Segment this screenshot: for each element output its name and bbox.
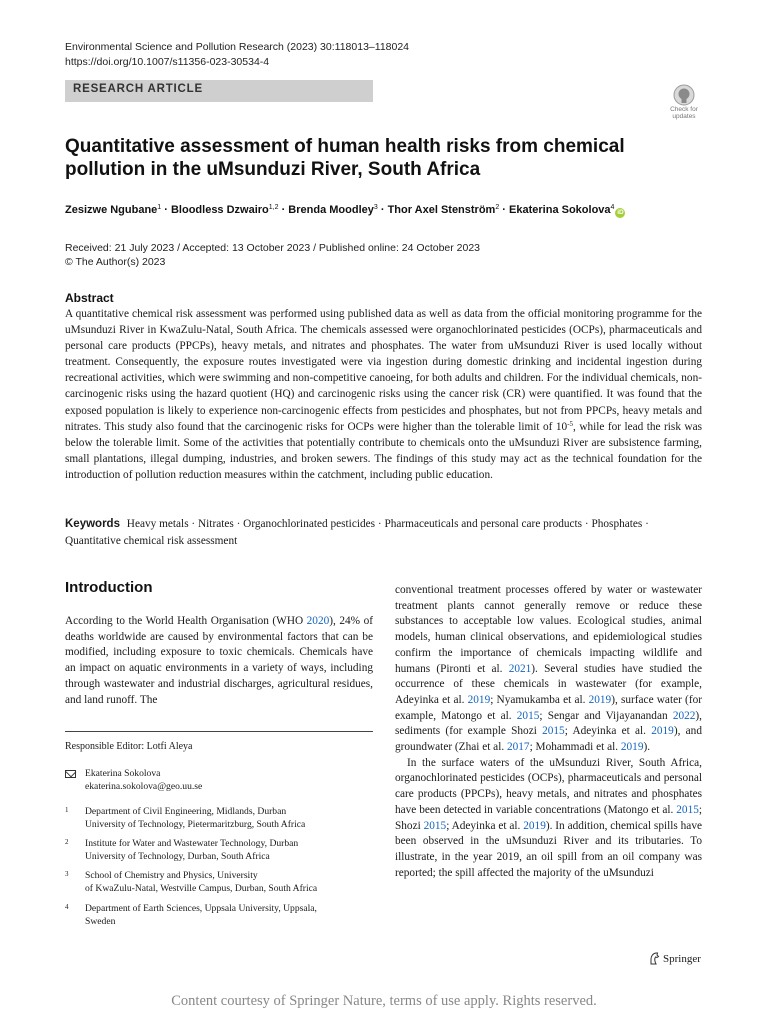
affiliation [65, 870, 365, 895]
citation-link[interactable]: 2019 [620, 741, 644, 754]
citation-link[interactable]: 2015 [516, 709, 540, 722]
orcid-icon[interactable]: iD [617, 209, 624, 216]
journal-header [65, 40, 409, 70]
abstract-heading: Abstract [65, 291, 114, 305]
responsible-editor: Responsible Editor: Lotfi Aleya [65, 741, 193, 752]
citation-link[interactable]: 2020 [306, 615, 330, 627]
author-affiliation: 1 [157, 204, 162, 211]
keywords-text: Heavy metals · Nitrates · Organochlorinated pesticides · Pharmaceuticals and personal care products · Phosphates · Quantitative chemical risk assessment [65, 518, 649, 547]
corresponding-name: Ekaterina Sokolova [85, 768, 161, 779]
keywords [65, 516, 702, 549]
check-updates-line1: Check for [670, 106, 698, 113]
article-title: Quantitative assessment of human health risks from chemical pollution in the uMsunduzi River, South Africa [65, 136, 625, 180]
citation-link[interactable]: 2017 [506, 741, 530, 754]
author-name[interactable]: Thor Axel Stenström [387, 204, 496, 216]
body-column-right [395, 583, 702, 881]
check-for-updates-badge[interactable] [666, 84, 702, 124]
check-updates-line2: updates [672, 113, 696, 120]
affiliation [65, 903, 365, 928]
keywords-label: Keywords [65, 518, 120, 530]
affiliation-line: University of Technology, Durban, South Africa [85, 850, 270, 862]
citation-link[interactable]: 2021 [508, 662, 532, 675]
copyright: © The Author(s) 2023 [65, 256, 166, 268]
author-list: Zesizwe Ngubane$^1$ · Bloodless Dzwairo$^{1,2}$ · Brenda Moodley$^3$ · Thor Axel Stenström$^2$ · Ekaterina Sokolova$^4$iD [65, 204, 624, 216]
publisher-logo [648, 952, 701, 965]
affiliation-line: University of Technology, Pietermaritzburg, South Africa [85, 818, 306, 830]
affiliation [65, 838, 365, 863]
affiliation-line: Department of Earth Sciences, Uppsala University, Uppsala, [85, 903, 317, 914]
abstract-text [65, 306, 702, 483]
abstract-part: A quantitative chemical risk assessment was performed using published data as well as data from the official monitoring programme for the uMsunduzi River in KwaZulu-Natal, South Africa. The chemicals assessed were organochlorinated pesticides (OCPs), pharmaceuticals and personal care products (PPCPs), heavy metals, and nitrates and phosphates. The water from uMsunduzi River is used locally without treatment. Consequently, the exposure routes investigated were via ingestion during domestic drinking and incidental ingestion during recreational activities, which were swimming and non-competitive canoeing, for both adults and children. For the individual chemicals, non-carcinogenic risks using the hazard quotient (HQ) and carcinogenic risks using the cancer risk (CR) were quantified. It was found that the exposed population is likely to experience non-carcinogenic effects from pesticides and phosphates, but not from PPCPs, heavy metals and nitrates. This study also found that the carcinogenic risks for OCPs were higher than the tolerable limit of 10 [65, 308, 702, 433]
affiliation-number: 3 [65, 870, 69, 878]
abstract-exponent: -5 [567, 419, 574, 428]
citation-link[interactable]: 2019 [467, 693, 491, 706]
affiliation [65, 806, 365, 831]
article-type: RESEARCH ARTICLE [73, 83, 203, 95]
body-column-left [65, 614, 373, 708]
abstract-part: , while for lead the risk was below the tolerable limit. Some of the activities that potentially contribute to chemicals onto the uMsunduzi River are subsistence farming, small plantations, illegal dumping, industries, and broken sewers. The findings of this study may act as the technical foundation for the introduction of pollution reduction measures within the catchment, including public education. [65, 420, 703, 481]
affiliation-number: 1 [65, 806, 69, 814]
affiliation-line: Sweden [85, 915, 116, 927]
corresponding-email[interactable]: ekaterina.sokolova@geo.uu.se [85, 780, 203, 792]
author-affiliation: 1,2 [268, 204, 279, 211]
introduction-heading: Introduction [65, 579, 153, 596]
springer-horse-icon [648, 952, 660, 965]
affiliation-line: School of Chemistry and Physics, University [85, 870, 258, 881]
author-name[interactable]: Zesizwe Ngubane [65, 204, 158, 216]
citation-link[interactable]: 2019 [651, 725, 674, 738]
doi-link[interactable]: https://doi.org/10.1007/s11356-023-30534-4 [65, 56, 270, 68]
publisher-name: Springer [663, 953, 701, 965]
date-history: Received: 21 July 2023 / Accepted: 13 October 2023 / Published online: 24 October 2023 [65, 242, 481, 254]
footnote-divider [65, 731, 373, 732]
affiliation-number: 4 [65, 903, 69, 911]
intro-paragraph: According to the World Health Organisation (WHO 2020), 24% of deaths worldwide are caused by environmental factors that can be modified, including exposure to toxic chemicals. Chemicals have an impact on aquatic environments in a variety of ways, including through wastewater and industrial discharges, agricultural residues, and land runoff. The [65, 615, 373, 706]
citation-link[interactable]: 2019 [523, 819, 546, 832]
publication-dates [65, 241, 480, 269]
citation-link[interactable]: 2022 [672, 709, 696, 722]
corresponding-author [65, 768, 373, 793]
author-name[interactable]: Ekaterina Sokolova [509, 204, 611, 216]
affiliation-line: Department of Civil Engineering, Midlands, Durban [85, 806, 287, 817]
intro-paragraph: conventional treatment processes offered by water or wastewater treatment plants cannot generally remove or reduce these substances to acceptable low values. Ecological studies, animal models, human clinical observations, and epidemiological studies confirm the importance of chemicals impacting wildlife and humans (Pironti et al. 2021). Several studies have studied the occurrence of these chemicals in wastewater (for example, Adeyinka et al. 2019; Nyamukamba et al. 2019), surface water (for example, Matongo et al. 2015; Sengar and Vijayanandan 2022), sediments (for example Shozi 2015; Adeyinka et al. 2019), and groundwater (Zhai et al. 2017; Mohammadi et al. 2019). [395, 584, 702, 754]
journal-citation: Environmental Science and Pollution Research (2023) 30:118013–118024 [65, 41, 410, 53]
check-updates-icon [673, 84, 695, 106]
author-affiliation: 3 [373, 204, 378, 211]
envelope-icon [65, 770, 76, 778]
affiliation-number: 2 [65, 838, 69, 846]
affiliation-line: Institute for Water and Wastewater Technology, Durban [85, 838, 299, 849]
author-name[interactable]: Bloodless Dzwairo [170, 204, 269, 216]
citation-link[interactable]: 2019 [588, 693, 612, 706]
author-name[interactable]: Brenda Moodley [288, 204, 374, 216]
courtesy-notice: Content courtesy of Springer Nature, terms of use apply. Rights reserved. [171, 993, 597, 1009]
intro-paragraph: In the surface waters of the uMsunduzi River, South Africa, organochlorinated pesticides (OCPs), pharmaceuticals and personal care products (PPCPs), heavy metals, and nitrates and phosphates have been detected in variable concentrations (Matongo et al. 2015; Shozi 2015; Adeyinka et al. 2019). In addition, chemical spills have been observed in the uMsunduzi River and its tributaries. To illustrate, in the year 2019, an oil spill from an oil company was reported; the spill affected the majority of the uMsunduzi [395, 756, 702, 879]
citation-link[interactable]: 2015 [676, 803, 699, 816]
author-affiliation: 2 [495, 204, 500, 211]
citation-link[interactable]: 2015 [423, 819, 447, 832]
citation-link[interactable]: 2015 [542, 725, 565, 738]
affiliation-line: of KwaZulu-Natal, Westville Campus, Durban, South Africa [85, 882, 318, 894]
author-affiliation: 4 [610, 204, 615, 211]
article-type-band [65, 80, 373, 102]
